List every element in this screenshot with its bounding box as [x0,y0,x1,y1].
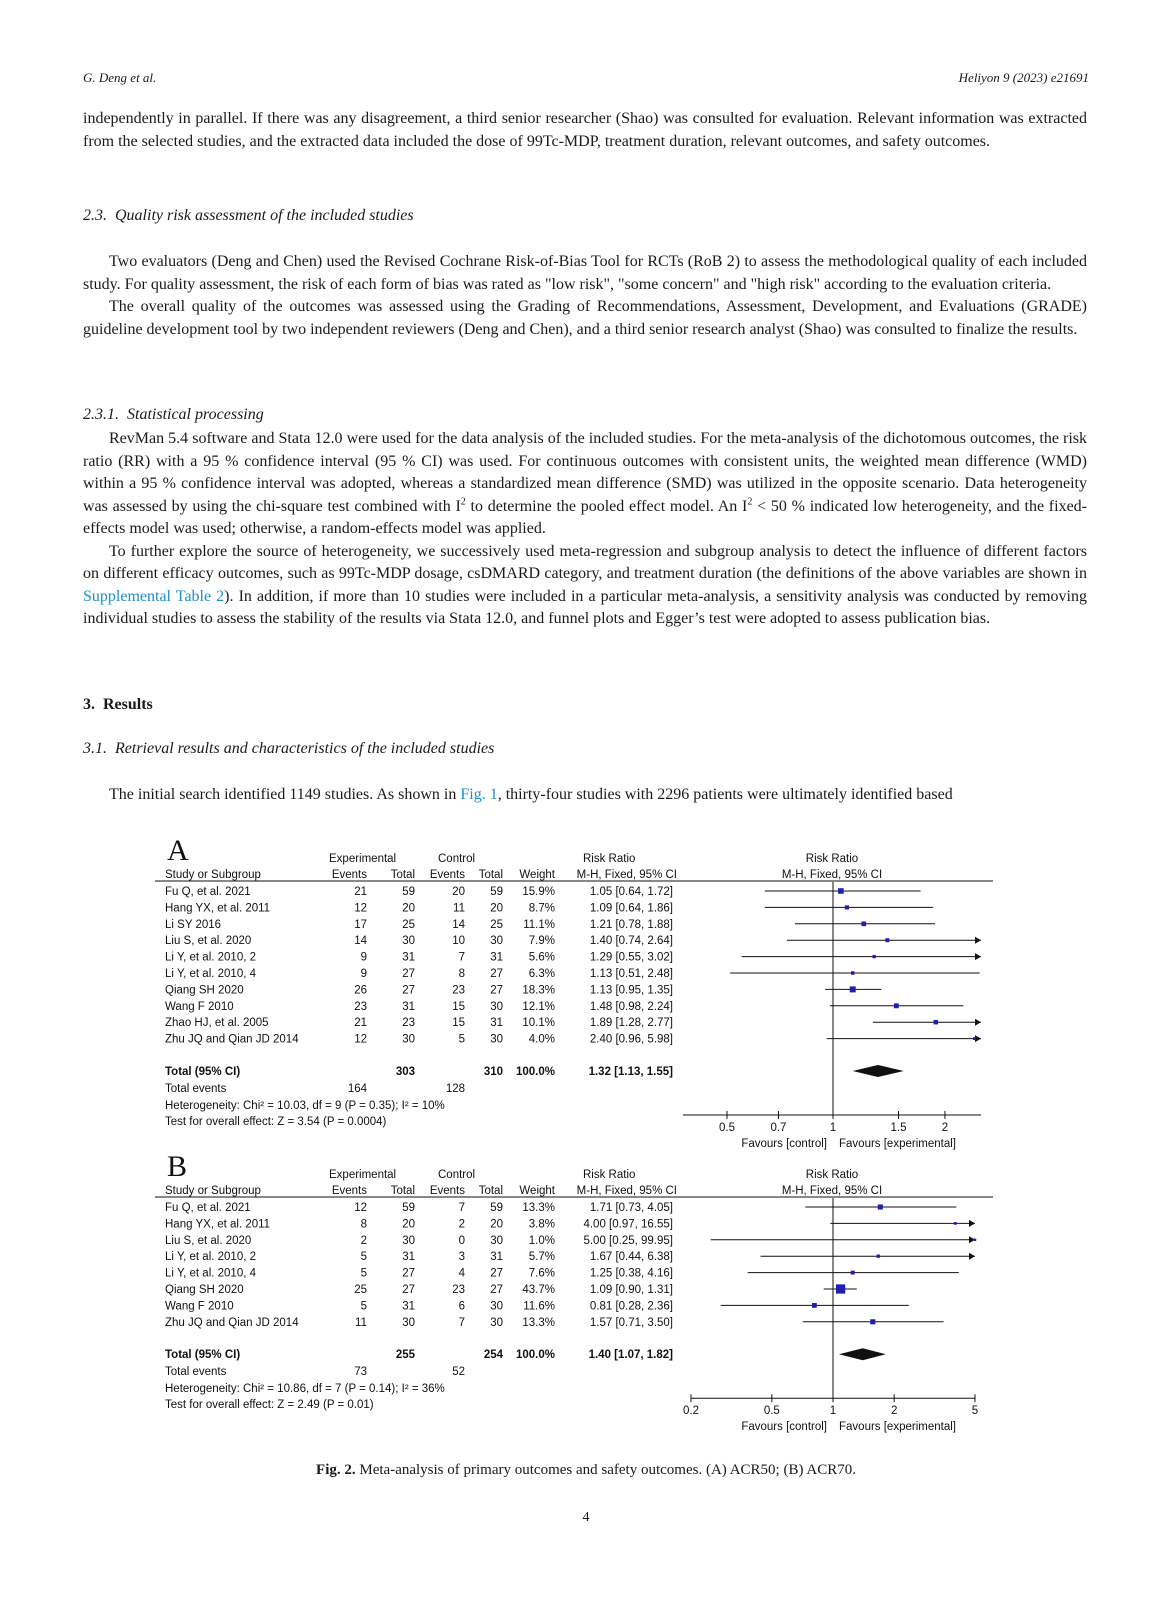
exp-events: 17 [354,918,367,931]
effect-marker [812,1303,817,1308]
section-3-title: Results [103,696,153,713]
exp-total: 27 [402,968,415,980]
p1-text-b: to determine the pooled effect model. An I [465,497,748,515]
ci-arrow [975,937,981,944]
p2-text-a: To further explore the source of heterogeneity, we successively used meta-regression and subgroup analysis to detect the influence of different factors on different efficacy outcomes, such as 99Tc-MDP dosage, csDMARD category, and treatment duration (the definitions of the above variables are shown in [83,542,1087,582]
total-events-label: Total events [165,1083,227,1095]
effect-marker [885,938,889,942]
header-risk-ratio: Risk Ratio [583,853,636,865]
overall-effect-text: Test for overall effect: Z = 3.54 (P = 0.0004) [165,1116,387,1128]
ctl-events: 14 [452,918,465,931]
study-weight: 43.7% [522,1284,555,1296]
exp-events: 2 [360,1234,367,1247]
effect-marker [878,1204,883,1209]
effect-marker [934,1020,938,1024]
study-name: Fu Q, et al. 2021 [165,886,251,898]
study-ci: 1.29 [0.55, 3.02] [589,951,673,964]
study-ci: 1.57 [0.71, 3.50] [589,1316,673,1329]
exp-events: 14 [354,935,367,948]
exp-total: 25 [402,918,415,931]
section-2-3-1-p2 [83,541,1087,631]
study-name: Liu S, et al. 2020 [165,1234,252,1247]
study-weight: 11.1% [523,918,555,931]
study-name: Qiang SH 2020 [165,984,244,997]
ci-arrow [969,1220,975,1227]
section-2-3-p2: The overall quality of the outcomes was assessed using the Grading of Recommendations, Assessment, Development, and Evaluations (GRADE) guideline development tool by two independent reviewers (Deng and Chen), and a third senior research analyst (Shao) was consulted to finalize the results. [83,298,1087,338]
ctl-events: 6 [458,1300,465,1313]
intro-paragraph [83,108,1087,153]
exp-events: 21 [354,1017,367,1030]
ctl-events: 3 [458,1251,465,1264]
study-weight: 18.3% [522,984,555,997]
p1-sup-2: 2 [747,496,753,508]
forest-plot-b-svg [155,1146,1015,1434]
header-risk-ratio: Risk Ratio [583,1169,636,1181]
supplemental-table-2-link[interactable]: Supplemental Table 2 [83,587,225,605]
effect-marker [861,921,866,926]
header-plot-method: M-H, Fixed, 95% CI [781,869,883,881]
ctl-total: 31 [490,1017,503,1030]
x-tick-label: 1 [829,1405,837,1418]
study-weight: 5.7% [528,1251,555,1264]
study-ci: 1.89 [1.28, 2.77] [589,1017,673,1030]
total-ci: 1.32 [1.13, 1.55] [588,1066,673,1078]
exp-total: 31 [402,951,415,964]
total-weight: 100.0% [515,1066,555,1078]
study-name: Hang YX, et al. 2011 [165,1218,271,1231]
section-3-1-number: 3.1. [83,740,107,757]
section-3-heading [83,696,153,714]
overall-effect-text: Test for overall effect: Z = 2.49 (P = 0.01) [165,1399,374,1412]
study-name: Wang F 2010 [165,1300,234,1313]
x-tick-label: 1.5 [890,1122,907,1134]
figure-caption [0,1462,1172,1479]
exp-total: 30 [402,1316,415,1329]
header-experimental: Experimental [329,1169,397,1181]
p31-text-b: , thirty-four studies with 2296 patients were ultimately identified based [497,786,953,803]
fig-1-link[interactable]: Fig. 1 [460,786,498,803]
ci-arrow [975,953,981,960]
pooled-diamond [853,1065,904,1077]
exp-total: 27 [402,1267,415,1280]
ctl-events: 10 [452,935,465,948]
exp-total: 30 [402,935,415,948]
effect-marker [870,1319,875,1324]
section-2-3-1-body [83,428,1087,631]
x-tick-label: 2 [890,1405,898,1418]
study-ci: 1.05 [0.64, 1.72] [589,886,673,898]
panel-label: A [167,834,189,867]
effect-marker [836,1284,845,1293]
effect-marker [851,971,855,975]
page-number: 4 [582,1510,590,1525]
forest-plot-a-svg [155,830,1015,1150]
ctl-total: 30 [490,1316,503,1329]
favours-control: Favours [control] [741,1421,827,1434]
header-study: Study or Subgroup [165,1185,261,1197]
total-exp: 255 [395,1349,415,1362]
exp-events: 9 [360,968,367,980]
total-events-ctl: 52 [452,1366,465,1379]
header-method: M-H, Fixed, 95% CI [576,869,677,881]
section-3-number: 3. [83,696,95,713]
study-weight: 3.8% [528,1218,555,1231]
section-3-1-p1 [83,784,1087,807]
effect-marker [872,955,875,958]
favours-control: Favours [control] [741,1138,827,1150]
header-weight: Weight [519,869,555,881]
section-3-1-body [83,784,1087,807]
study-name: Liu S, et al. 2020 [165,935,252,948]
heterogeneity-text: Heterogeneity: Chi² = 10.86, df = 7 (P = 0.14); I² = 36% [165,1383,445,1396]
ctl-events: 7 [458,1316,465,1329]
exp-total: 31 [402,1300,415,1313]
study-weight: 1.0% [528,1234,555,1247]
study-ci: 1.13 [0.51, 2.48] [589,968,673,980]
effect-marker [894,1003,899,1008]
ctl-total: 20 [490,902,503,915]
study-name: Li Y, et al. 2010, 4 [165,1267,257,1280]
section-2-3-1-title: Statistical processing [127,406,264,423]
effect-marker [954,1222,957,1225]
study-name: Zhu JQ and Qian JD 2014 [165,1033,299,1046]
header-control: Control [438,1169,476,1181]
ctl-total: 20 [490,1218,503,1231]
exp-total: 30 [402,1234,415,1247]
ctl-events: 7 [458,951,465,964]
panel-label: B [167,1150,188,1183]
effect-marker [838,888,844,894]
study-ci: 1.40 [0.74, 2.64] [589,935,673,948]
ctl-events: 7 [458,1202,465,1214]
running-header-journal: Heliyon 9 (2023) e21691 [958,70,1089,85]
header-experimental: Experimental [329,853,397,865]
section-2-3-1-heading [83,406,264,424]
ctl-events: 5 [458,1033,465,1046]
x-tick-label: 0.5 [763,1405,780,1418]
ctl-events: 11 [453,902,465,915]
favours-experimental: Favours [experimental] [839,1421,956,1434]
study-name: Fu Q, et al. 2021 [165,1202,251,1214]
exp-total: 31 [402,1000,415,1013]
total-events-exp: 164 [347,1083,367,1095]
study-name: Li SY 2016 [165,918,222,931]
study-weight: 8.7% [528,902,555,915]
study-ci: 5.00 [0.25, 99.95] [583,1234,673,1247]
exp-events: 5 [360,1300,367,1313]
intro-text: independently in parallel. If there was any disagreement, a third senior researcher (Shao) was consulted for evaluation. Relevant information was extracted from the selected studies, and the extracted data included the dose of 99Tc-MDP, treatment duration, relevant outcomes, and safety outcomes. [83,110,1087,150]
exp-events: 12 [354,1202,367,1214]
exp-total: 30 [402,1033,415,1046]
ci-arrow [975,1019,981,1026]
exp-total: 27 [402,984,415,997]
ctl-events: 0 [458,1234,465,1247]
p1-sup-1: 2 [460,496,466,508]
section-3-1-title: Retrieval results and characteristics of the included studies [115,740,495,757]
total-exp: 303 [395,1066,415,1078]
ctl-total: 31 [490,951,503,964]
heterogeneity-text: Heterogeneity: Chi² = 10.03, df = 9 (P = 0.35); I² = 10% [165,1100,445,1112]
study-name: Zhu JQ and Qian JD 2014 [165,1316,299,1329]
ctl-total: 31 [490,1251,503,1264]
exp-events: 23 [354,1000,367,1013]
effect-marker [850,986,856,992]
exp-total: 27 [402,1284,415,1296]
effect-marker [973,1037,976,1040]
exp-events: 5 [360,1251,367,1264]
study-weight: 11.6% [523,1300,555,1313]
header-plot-method: M-H, Fixed, 95% CI [781,1185,883,1197]
x-tick-label: 2 [941,1122,949,1134]
study-name: Qiang SH 2020 [165,1284,244,1296]
study-ci: 1.09 [0.64, 1.86] [589,902,673,915]
exp-events: 8 [360,1218,367,1231]
x-tick-label: 1 [829,1122,837,1134]
forest-plot-panel-b [155,1146,1015,1434]
study-ci: 1.25 [0.38, 4.16] [589,1267,673,1280]
ctl-events: 2 [458,1218,465,1231]
section-3-1-heading [83,740,494,758]
section-2-3-p1: Two evaluators (Deng and Chen) used the Revised Cochrane Risk-of-Bias Tool for RCTs (RoB 2) to assess the methodological quality of each included study. For quality assessment, the risk of each form of bias was rated as "low risk", "some concern" and "high risk" according to the evaluation criteria. [83,253,1087,293]
effect-marker [851,1271,855,1275]
study-ci: 1.67 [0.44, 6.38] [589,1251,673,1264]
header-control: Control [438,853,476,865]
ctl-total: 27 [490,984,503,997]
header-ctl-events: Events [429,1185,465,1197]
section-2-3-1-p1 [83,428,1087,541]
ctl-events: 23 [452,984,465,997]
header-exp-total: Total [390,869,415,881]
ci-arrow [975,1035,981,1042]
exp-total: 23 [402,1017,415,1030]
total-ctl: 310 [483,1066,503,1078]
total-label: Total (95% CI) [165,1066,241,1078]
ctl-total: 27 [490,968,503,980]
study-weight: 6.3% [528,968,555,980]
pooled-diamond [839,1348,886,1360]
study-ci: 1.13 [0.95, 1.35] [589,984,673,997]
header-exp-events: Events [331,1185,367,1197]
exp-events: 26 [354,984,367,997]
section-2-3-heading [83,207,414,225]
total-events-label: Total events [165,1366,227,1379]
exp-total: 59 [402,1202,415,1214]
ctl-total: 30 [490,1234,503,1247]
total-ci: 1.40 [1.07, 1.82] [588,1349,673,1362]
x-tick-label: 0.2 [683,1405,699,1418]
section-2-3-body [83,251,1087,341]
p1-text-a: RevMan 5.4 software and Stata 12.0 were used for the data analysis of the included studies. For the meta-analysis of the dichotomous outcomes, the risk ratio (RR) with a 95 % confidence interval (95 % CI) was used. For continuous outcomes with consistent units, the weighted mean difference (WMD) within a 95 % confidence interval was adopted, whereas a standardized mean difference (SMD) was utilized in the opposite scenario. Data heterogeneity was assessed by using the chi-square test combined with I [83,430,1087,515]
effect-marker [877,1255,880,1258]
exp-total: 31 [402,1251,415,1264]
ctl-events: 8 [458,968,465,980]
ctl-events: 15 [452,1017,465,1030]
study-ci: 4.00 [0.97, 16.55] [583,1218,673,1231]
figure-caption-text: Meta-analysis of primary outcomes and safety outcomes. (A) ACR50; (B) ACR70. [355,1462,856,1478]
study-weight: 15.9% [522,886,555,898]
ctl-total: 25 [490,918,503,931]
header-plot-risk-ratio: Risk Ratio [805,853,859,865]
header-study: Study or Subgroup [165,869,261,881]
study-weight: 7.9% [528,935,555,948]
study-weight: 4.0% [528,1033,555,1046]
ctl-total: 59 [490,1202,503,1214]
ctl-total: 30 [490,1033,503,1046]
effect-marker [974,1239,977,1242]
p2-text-b: ). In addition, if more than 10 studies were included in a particular meta-analysis, a sensitivity analysis was conducted by removing individual studies to assess the stability of the results via Stata 12.0, and funnel plots and Egger’s test were adopted to assess publication bias. [83,587,1087,627]
study-weight: 10.1% [522,1017,555,1030]
exp-total: 59 [402,886,415,898]
study-weight: 7.6% [528,1267,555,1280]
exp-total: 20 [402,902,415,915]
study-ci: 1.09 [0.90, 1.31] [589,1284,673,1296]
header-exp-events: Events [331,869,367,881]
ctl-total: 30 [490,1000,503,1013]
total-events-exp: 73 [354,1366,367,1379]
x-tick-label: 5 [971,1405,979,1418]
header-weight: Weight [519,1185,555,1197]
figure-caption-label: Fig. 2. [316,1462,356,1478]
exp-events: 11 [355,1316,367,1329]
ctl-total: 30 [490,1300,503,1313]
x-tick-label: 0.7 [770,1122,787,1134]
study-weight: 5.6% [528,951,555,964]
ctl-total: 30 [490,935,503,948]
ctl-events: 20 [452,886,465,898]
favours-experimental: Favours [experimental] [839,1138,956,1150]
header-plot-risk-ratio: Risk Ratio [805,1169,859,1181]
header-ctl-total: Total [478,1185,503,1197]
header-exp-total: Total [390,1185,415,1197]
exp-total: 20 [402,1218,415,1231]
p1-text-c: < 50 % indicated low heterogeneity, and the fixed-effects model was used; otherwise, a random-effects model was applied. [83,497,1088,537]
total-label: Total (95% CI) [165,1349,241,1362]
study-name: Hang YX, et al. 2011 [165,902,271,915]
study-ci: 0.81 [0.28, 2.36] [589,1300,673,1313]
exp-events: 12 [354,902,367,915]
exp-events: 12 [354,1033,367,1046]
total-ctl: 254 [483,1349,503,1362]
section-2-3-number: 2.3. [83,207,107,224]
ctl-total: 27 [490,1267,503,1280]
ci-arrow [969,1253,975,1260]
header-ctl-events: Events [429,869,465,881]
study-name: Wang F 2010 [165,1000,234,1013]
study-weight: 12.1% [522,1000,555,1013]
total-weight: 100.0% [515,1349,555,1362]
ctl-events: 15 [452,1000,465,1013]
exp-events: 5 [360,1267,367,1280]
header-method: M-H, Fixed, 95% CI [576,1185,677,1197]
study-name: Li Y, et al. 2010, 2 [165,951,257,964]
study-ci: 1.71 [0.73, 4.05] [589,1202,673,1214]
study-name: Li Y, et al. 2010, 4 [165,968,257,980]
study-name: Li Y, et al. 2010, 2 [165,1251,257,1264]
section-2-3-title: Quality risk assessment of the included studies [115,207,414,224]
total-events-ctl: 128 [445,1083,465,1095]
study-ci: 1.48 [0.98, 2.24] [589,1000,673,1013]
ctl-total: 27 [490,1284,503,1296]
ctl-events: 23 [452,1284,465,1296]
study-name: Zhao HJ, et al. 2005 [165,1017,269,1030]
study-weight: 13.3% [522,1202,555,1214]
x-tick-label: 0.5 [719,1122,735,1134]
running-header-authors: G. Deng et al. [83,70,157,85]
exp-events: 25 [354,1284,367,1296]
ctl-total: 59 [490,886,503,898]
p31-text-a: The initial search identified 1149 studies. As shown in [109,786,461,803]
study-weight: 13.3% [522,1316,555,1329]
section-2-3-1-number: 2.3.1. [83,406,119,423]
exp-events: 21 [354,886,367,898]
ctl-events: 4 [458,1267,465,1280]
effect-marker [845,905,849,909]
forest-plot-panel-a [155,830,1015,1150]
header-ctl-total: Total [478,869,503,881]
study-ci: 1.21 [0.78, 1.88] [589,918,673,931]
study-ci: 2.40 [0.96, 5.98] [589,1033,673,1046]
exp-events: 9 [360,951,367,964]
